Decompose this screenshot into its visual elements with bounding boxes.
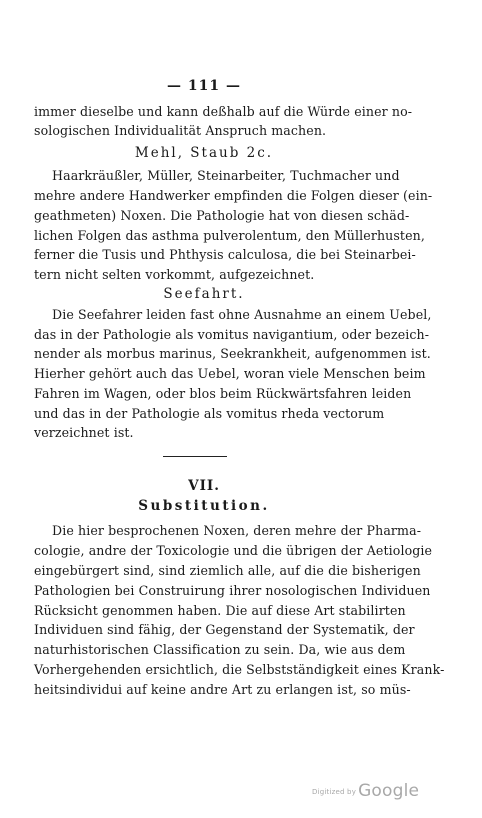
text-line: Rücksicht genommen haben. Die auf diese Art stabilirten [34,603,406,618]
text-line: tern nicht selten vorkommt, aufgezeichnet. [34,267,315,282]
chapter-number: VII. [188,478,220,494]
watermark-prefix: Digitized by [312,788,357,796]
digitized-by-google-watermark [312,781,419,801]
text-line: heitsindividui auf keine andre Art zu erlangen ist, so müs- [34,682,411,697]
text-line: mehre andere Handwerker empfinden die Folgen dieser (ein- [34,188,433,203]
section-heading-mehl-staub: Mehl, Staub 2c. [134,145,274,161]
text-line: naturhistorischen Classification zu sein. Da, wie aus dem [34,642,406,657]
text-line: Fahren im Wagen, oder blos beim Rückwärtsfahren leiden [34,386,412,401]
text-line: Individuen sind fähig, der Gegenstand der Systematik, der [34,622,415,637]
text-line: und das in der Pathologie als vomitus rheda vectorum [34,406,385,421]
text-line: cologie, andre der Toxicologie und die übrigen der Aetiologie [34,543,433,558]
text-line: Haarkräußler, Müller, Steinarbeiter, Tuchmacher und [52,168,400,183]
text-line: verzeichnet ist. [34,425,134,440]
chapter-title: Substitution. [138,498,270,514]
section-heading-seefahrt: Seefahrt. [163,286,245,302]
text-line: Hierher gehört auch das Uebel, woran viele Menschen beim [34,366,426,381]
google-logo: Google [358,781,420,801]
page-number: — 111 — [167,78,241,94]
text-line: ferner die Tusis und Phthysis calculosa, die bei Steinarbei- [34,247,416,262]
text-line: Vorhergehenden ersichtlich, die Selbstständigkeit eines Krank- [34,662,445,677]
text-line: eingebürgert sind, sind ziemlich alle, auf die die bisherigen [34,563,421,578]
text-line: nender als morbus marinus, Seekrankheit, aufgenommen ist. [34,346,431,361]
text-line: Die hier besprochenen Noxen, deren mehre der Pharma- [52,523,422,538]
text-line: sologischen Individualität Anspruch machen. [34,123,327,138]
section-divider [163,456,227,457]
text-line: Die Seefahrer leiden fast ohne Ausnahme an einem Uebel, [52,307,432,322]
text-line: Pathologien bei Construirung ihrer nosologischen Individuen [34,583,431,598]
text-line: das in der Pathologie als vomitus navigantium, oder bezeich- [34,327,430,342]
text-line: immer dieselbe und kann deßhalb auf die Würde einer no- [34,104,413,119]
text-line: lichen Folgen das asthma pulverolentum, den Müllerhusten, [34,228,425,243]
text-line: geathmeten) Noxen. Die Pathologie hat von diesen schäd- [34,208,410,223]
